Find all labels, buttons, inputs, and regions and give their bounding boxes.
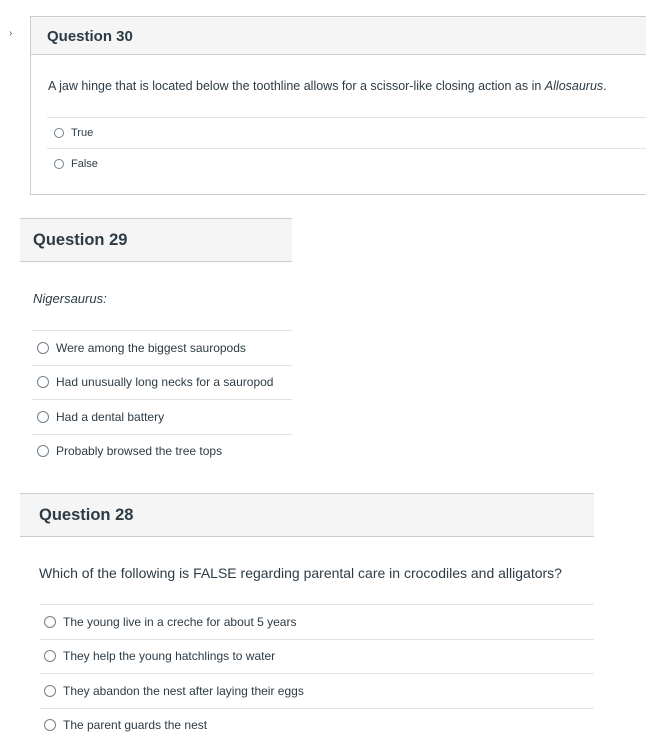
- question-30-text: [31, 55, 646, 93]
- radio-button[interactable]: [44, 719, 56, 731]
- answer-label: They help the young hatchlings to water: [63, 649, 276, 664]
- question-29-title: Question 29: [33, 231, 128, 249]
- answer-label: The parent guards the nest: [63, 718, 208, 733]
- question-29-header: [20, 218, 292, 262]
- answer-option[interactable]: [40, 673, 594, 708]
- answer-label: They abandon the nest after laying their eggs: [63, 683, 304, 698]
- question-30: [30, 16, 646, 195]
- question-30-answers: [47, 117, 646, 179]
- question-28: [20, 493, 594, 743]
- answer-option[interactable]: [40, 708, 594, 743]
- radio-button[interactable]: [44, 685, 56, 697]
- radio-button[interactable]: [37, 411, 49, 423]
- answer-label: Probably browsed the tree tops: [56, 444, 223, 459]
- answer-label: The young live in a creche for about 5 years: [63, 614, 297, 629]
- question-28-header: [20, 493, 594, 537]
- question-29: [20, 218, 292, 459]
- question-29-answers: [32, 330, 292, 468]
- question-30-text-plain: A jaw hinge that is located below the toothline allows for a scissor-like closing action as in: [48, 79, 545, 93]
- radio-button[interactable]: [37, 445, 49, 457]
- answer-label: Were among the biggest sauropods: [56, 340, 246, 355]
- question-29-text: Nigersaurus:: [33, 291, 107, 306]
- radio-button[interactable]: [54, 128, 64, 138]
- answer-label: Had unusually long necks for a sauropod: [56, 375, 274, 390]
- question-30-text-italic: Allosaurus: [544, 79, 604, 93]
- radio-button[interactable]: [54, 159, 64, 169]
- question-28-answers: [40, 604, 594, 742]
- collapse-marker-icon: ›: [9, 28, 13, 39]
- answer-option[interactable]: [47, 148, 646, 179]
- question-28-text: Which of the following is FALSE regarding parental care in crocodiles and alligators?: [39, 565, 562, 581]
- question-30-title: Question 30: [47, 28, 133, 45]
- answer-option[interactable]: [32, 365, 292, 400]
- radio-button[interactable]: [44, 616, 56, 628]
- radio-button[interactable]: [44, 650, 56, 662]
- answer-label: True: [71, 127, 94, 139]
- radio-button[interactable]: [37, 342, 49, 354]
- answer-option[interactable]: [40, 604, 594, 639]
- answer-label: False: [71, 158, 98, 170]
- answer-option[interactable]: [40, 639, 594, 674]
- question-30-text-end: .: [603, 79, 607, 93]
- answer-option[interactable]: [32, 399, 292, 434]
- answer-label: Had a dental battery: [56, 409, 165, 424]
- question-30-header: [31, 17, 646, 55]
- radio-button[interactable]: [37, 376, 49, 388]
- answer-option[interactable]: [32, 434, 292, 469]
- answer-option[interactable]: [32, 330, 292, 365]
- answer-option[interactable]: [47, 117, 646, 148]
- question-28-title: Question 28: [39, 506, 134, 524]
